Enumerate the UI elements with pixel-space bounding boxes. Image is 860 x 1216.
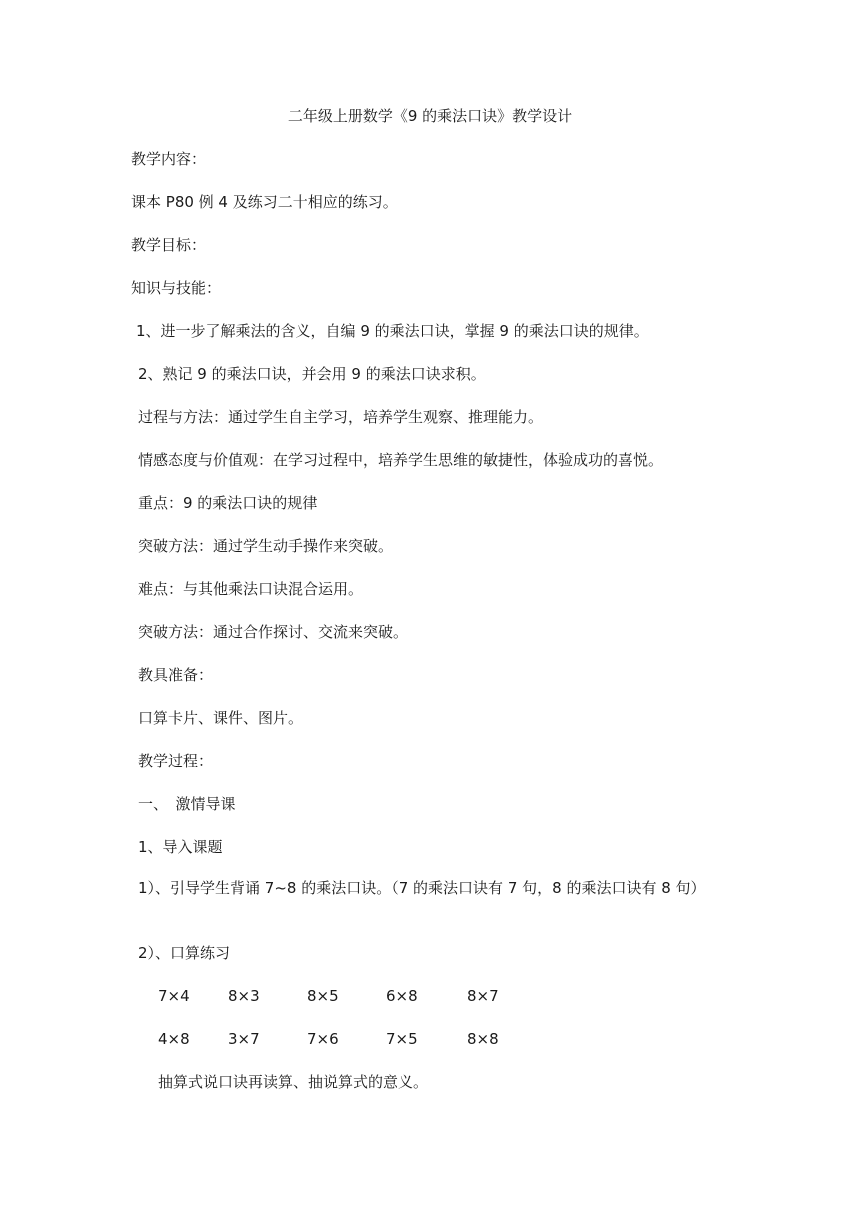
calc-row bbox=[0, 1027, 860, 1051]
paragraph-breakthrough-2: 突破方法：通过合作探讨、交流来突破。 bbox=[138, 623, 409, 641]
calc-expression: 3×7 bbox=[228, 1030, 260, 1048]
paragraph-goal-2: 2、熟记 9 的乘法口诀，并会用 9 的乘法口诀求积。 bbox=[138, 365, 486, 383]
paragraph-closing: 抽算式说口诀再读算、抽说算式的意义。 bbox=[158, 1073, 429, 1091]
calc-expression: 8×5 bbox=[307, 987, 339, 1005]
section-heading-content: 教学内容： bbox=[131, 150, 207, 168]
calc-expression: 4×8 bbox=[158, 1030, 190, 1048]
paragraph-key-point: 重点：9 的乘法口诀的规律 bbox=[138, 494, 318, 512]
section-heading-intro: 一、 激情导课 bbox=[138, 795, 236, 813]
paragraph-recite: 1）、引导学生背诵 7~8 的乘法口诀。（7 的乘法口诀有 7 句，8 的乘法口诀有 8 句） bbox=[138, 879, 706, 897]
calc-expression: 7×6 bbox=[307, 1030, 339, 1048]
section-heading-goals: 教学目标： bbox=[131, 236, 207, 254]
paragraph-attitude: 情感态度与价值观：在学习过程中，培养学生思维的敏捷性，体验成功的喜悦。 bbox=[138, 451, 664, 469]
paragraph-process: 过程与方法：通过学生自主学习，培养学生观察、推理能力。 bbox=[138, 408, 544, 426]
subheading-import-topic: 1、导入课题 bbox=[138, 838, 223, 856]
paragraph-textbook: 课本 P80 例 4 及练习二十相应的练习。 bbox=[131, 193, 398, 211]
calc-expression: 7×5 bbox=[386, 1030, 418, 1048]
section-heading-materials: 教具准备： bbox=[138, 666, 214, 684]
paragraph-difficulty: 难点：与其他乘法口诀混合运用。 bbox=[138, 580, 364, 598]
subheading-oral-practice: 2）、口算练习 bbox=[138, 944, 231, 962]
paragraph-breakthrough-1: 突破方法：通过学生动手操作来突破。 bbox=[138, 537, 394, 555]
calc-expression: 6×8 bbox=[386, 987, 418, 1005]
document-title: 二年级上册数学《9 的乘法口诀》教学设计 bbox=[287, 107, 573, 125]
paragraph-materials: 口算卡片、课件、图片。 bbox=[138, 709, 304, 727]
calc-expression: 8×3 bbox=[228, 987, 260, 1005]
section-heading-knowledge: 知识与技能： bbox=[131, 279, 222, 297]
calc-expression: 8×8 bbox=[467, 1030, 499, 1048]
calc-expression: 8×7 bbox=[467, 987, 499, 1005]
calc-expression: 7×4 bbox=[158, 987, 190, 1005]
calc-row bbox=[0, 984, 860, 1008]
section-heading-process: 教学过程： bbox=[138, 752, 214, 770]
paragraph-goal-1: 1、进一步了解乘法的含义，自编 9 的乘法口诀，掌握 9 的乘法口诀的规律。 bbox=[136, 322, 649, 340]
